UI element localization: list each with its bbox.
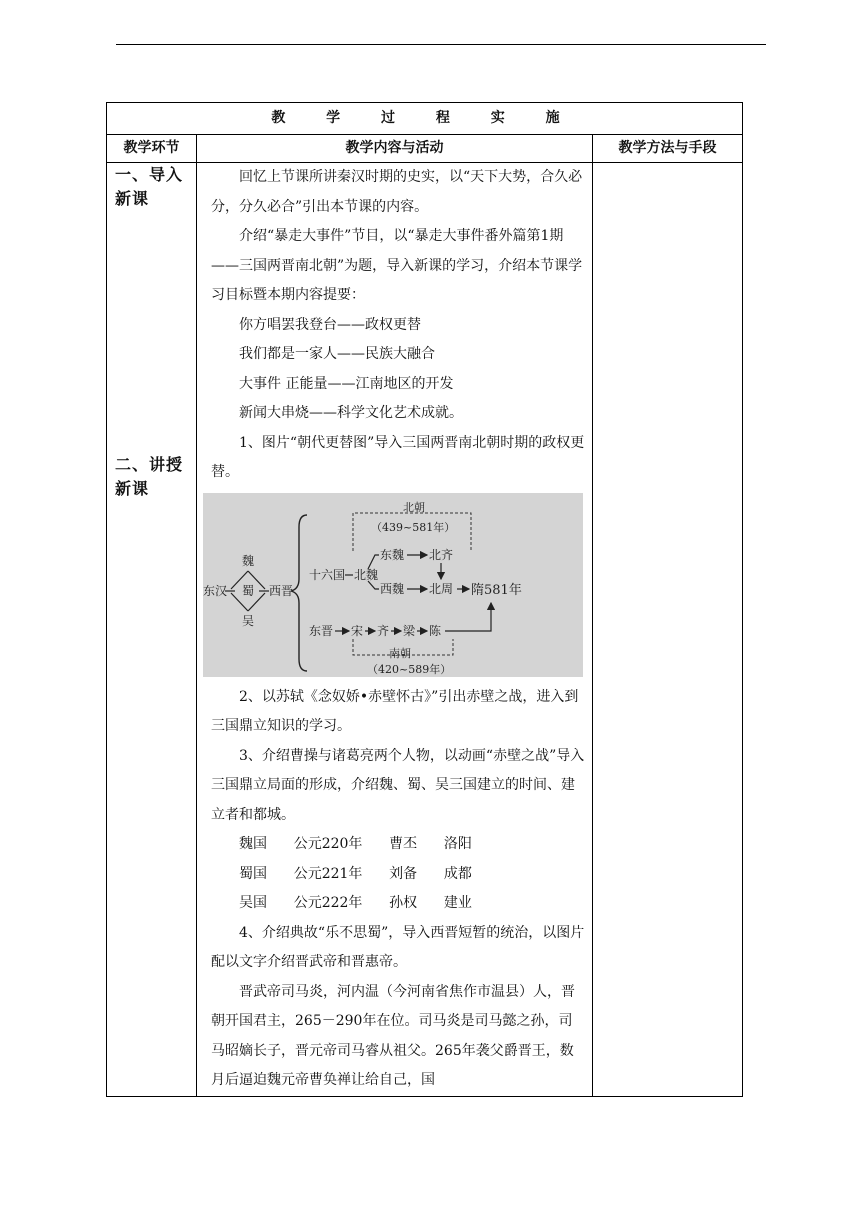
stage-teach: 二、讲授新课: [115, 455, 184, 498]
label-shu: 蜀: [242, 583, 255, 598]
header-content: 教学内容与活动: [197, 135, 593, 163]
outline-item: 我们都是一家人——民族大融合: [239, 346, 435, 362]
content-paragraph: 3、介绍曹操与诸葛亮两个人物，以动画“赤壁之战”导入三国鼎立局面的形成，介绍魏、蜀、吴三国建立的时间、建立者和都城。: [211, 747, 585, 823]
label-nanchao: 南朝: [389, 646, 411, 660]
label-xiwei: 西魏: [380, 581, 405, 596]
content-column: [197, 163, 593, 1097]
content-paragraph: 1、图片“朝代更替图”导入三国两晋南北朝时期的政权更替。: [211, 434, 585, 480]
label-chen: 陈: [429, 623, 442, 638]
kingdom-founder: 孙权: [389, 895, 418, 911]
header-stage: 教学环节: [107, 135, 197, 163]
label-dongjin: 东晋: [309, 623, 334, 638]
kingdom-row: [211, 830, 586, 860]
label-shiliuguo: 十六国: [309, 567, 346, 582]
label-qi: 齐: [377, 623, 390, 638]
kingdom-founder: 刘备: [389, 865, 418, 882]
outline-item: 大事件 正能量——江南地区的开发: [239, 375, 454, 392]
dynasty-chart-svg: [203, 493, 583, 677]
kingdom-row: [211, 860, 586, 890]
stage-intro: 一、导入新课: [115, 165, 184, 208]
kingdom-year: 公元221年: [293, 865, 363, 882]
label-beichao-years: （439~581年）: [371, 520, 456, 534]
dynasty-succession-figure: [203, 493, 583, 677]
label-beizhou: 北周: [429, 581, 454, 596]
kingdom-name: 魏国: [239, 836, 267, 852]
label-wu: 吴: [242, 613, 255, 628]
kingdom-capital: 建业: [443, 895, 472, 911]
label-donghan: 东汉: [203, 583, 228, 598]
label-beiwei: 北魏: [354, 567, 379, 582]
content-paragraph: 2、以苏轼《念奴娇•赤壁怀古》”引出赤壁之战，进入到三国鼎立知识的学习。: [211, 688, 579, 734]
kingdom-capital: 成都: [443, 865, 472, 882]
kingdom-name: 蜀国: [239, 865, 267, 882]
label-beichao: 北朝: [403, 500, 425, 514]
content-paragraph: 4、介绍典故“乐不思蜀”，导入西晋短暂的统治，以图片配以文字介绍晋武帝和晋惠帝。: [211, 924, 585, 970]
label-beiqi: 北齐: [429, 547, 454, 562]
content-paragraph: 回忆上节课所讲秦汉时期的史实，以“天下大势，合久必分，分久必合”引出本节课的内容。: [211, 169, 583, 215]
label-dongwei: 东魏: [380, 547, 405, 562]
label-sui: 隋581年: [471, 582, 522, 598]
kingdom-founder: 曹丕: [389, 836, 418, 852]
method-column: [593, 163, 743, 1097]
header-method: 教学方法与手段: [593, 135, 743, 163]
outline-item: 你方唱罢我登台——政权更替: [239, 316, 421, 333]
header-rule: [116, 44, 766, 45]
content-paragraph: 介绍“暴走大事件”节目，以“暴走大事件番外篇第1期——三国两晋南北朝”为题，导入新课的学习，介绍本节课学习目标暨本期内容提要：: [211, 228, 583, 303]
outline-item: 新闻大串烧——科学文化艺术成就。: [239, 405, 463, 421]
label-liang: 梁: [403, 623, 416, 638]
kingdom-capital: 洛阳: [443, 836, 472, 852]
kingdom-year: 公元220年: [293, 836, 363, 852]
label-nanchao-years: （420~589年）: [367, 662, 452, 676]
kingdom-row: [211, 889, 586, 919]
label-song: 宋: [351, 623, 364, 638]
lesson-process-table: [106, 102, 743, 1097]
label-xijin: 西晋: [269, 583, 294, 598]
kingdom-name: 吴国: [239, 895, 267, 911]
kingdom-year: 公元222年: [293, 895, 363, 911]
content-paragraph: 晋武帝司马炎，河内温（今河南省焦作市温县）人，晋朝开国君主，265－290年在位。司马炎是司马懿之孙，司马昭嫡长子，晋元帝司马睿从祖父。265年袭父爵晋王，数月后逼迫魏元帝曹奂禅让给自己，国: [211, 983, 575, 1088]
stage-column: [107, 163, 197, 1097]
label-wei: 魏: [242, 553, 255, 568]
table-title: 教 学 过 程 实 施: [107, 103, 743, 135]
